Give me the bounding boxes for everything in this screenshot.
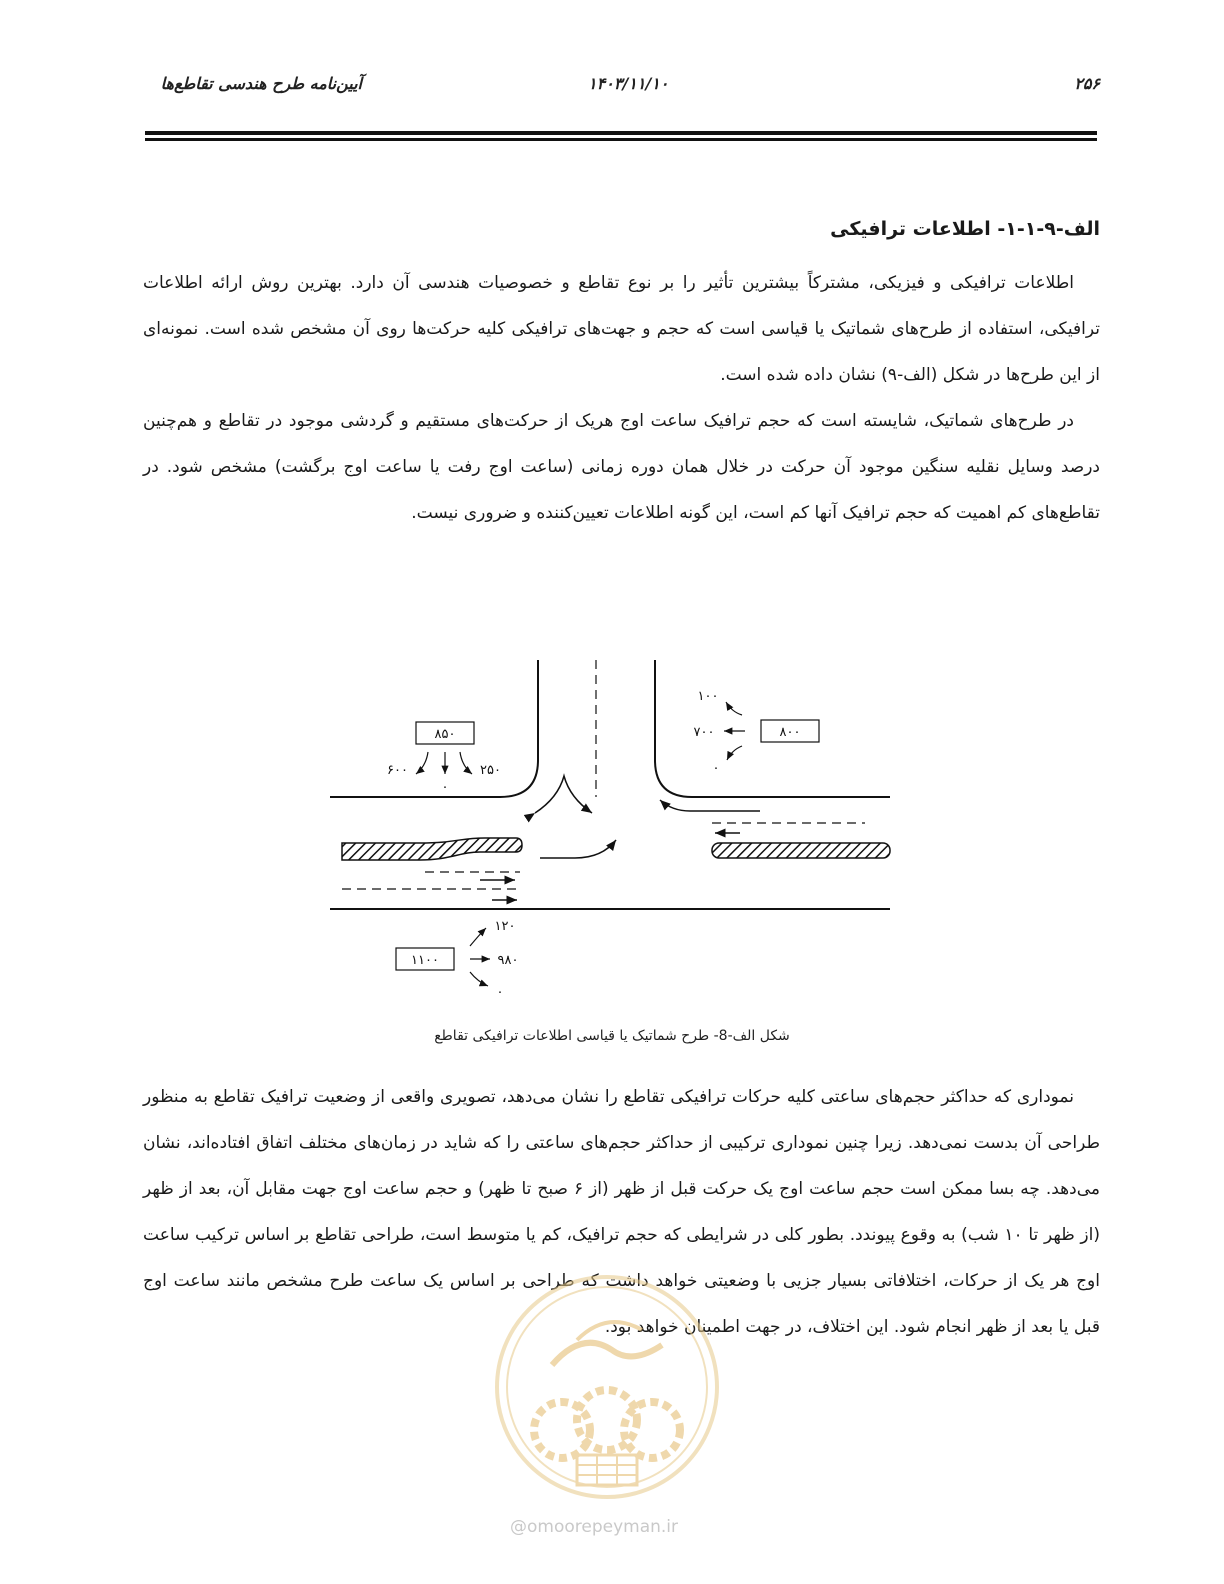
paragraph-2: در طرح‌های شماتیک، شایسته است که حجم ترافیک ساعت اوج هریک از حرکت‌های مستقیم و گردشی موجود در تقاطع و هم‌چنین درصد وسایل نقلیه سنگین موجود آن حرکت در خلال همان دوره زمانی (ساعت اوج رفت یا ساعت اوج برگشت) مشخص شود. در تقاطع‌های کم اهمیت که حجم ترافیک آنها کم است، این گونه اطلاعات تعیین‌کننده و ضروری نیست. [143,411,1100,523]
paragraph-1: اطلاعات ترافیکی و فیزیکی، مشترکاً بیشترین تأثیر را بر نوع تقاطع و خصوصیات هندسی آن دارد. بهترین روش ارائه اطلاعات ترافیکی، استفاده از طرح‌های شماتیک یا قیاسی است که حجم و جهت‌های ترافیکی کلیه حرکت‌ها روی آن مشخص شده است. نمونه‌ای از این طرح‌ها در شکل (الف-۹) نشان داده شده است. [143,273,1100,385]
east-left-turn-path [660,800,760,811]
east-right-arrow [726,702,742,715]
west-total-label: ۱۱۰۰ [411,953,439,968]
east-right-volume: ۱۰۰ [697,689,719,704]
west-left-volume: ۱۲۰ [494,919,516,934]
header-rule-thin [145,138,1097,141]
intersection-figure [320,650,900,1020]
north-left-volume: ۶۰۰ [387,763,408,778]
page-header [145,70,1100,106]
watermark-seal [482,1270,732,1505]
west-right-arrow [470,972,488,986]
paragraph-3: نموداری که حداکثر حجم‌های ساعتی کلیه حرکات ترافیکی تقاطع را نشان می‌دهد، تصویری واقعی از وضعیت ترافیک تقاطع به منظور طراحی آن بدست نمی‌دهد. زیرا چنین نموداری ترکیبی از حداکثر حجم‌های ساعتی را که شاید در زمان‌های مختلف اتفاق افتاده‌اند، نشان می‌دهد. چه بسا ممکن است حجم ساعت اوج یک حرکت قبل از ظهر (از ۶ صبح تا ظهر) و حجم ساعت اوج جهت مقابل آن، بعد از ظهر (از ظهر تا ۱۰ شب) به وقوع پیوندد. بطور کلی در شرایطی که حجم ترافیک، کم یا متوسط است، طراحی تقاطع بر اساس ترکیب ساعت اوج هر یک از حرکات، اختلافاتی بسیار جزیی با وضعیتی خواهد داشت که طراحی بر اساس یک ساعت طرح مشخص مانند ساعت اوج قبل یا بعد از ظهر انجام شود. این اختلاف، در جهت اطمینان خواهد بود. [143,1087,1100,1337]
seal-logo-icon [482,1270,732,1505]
east-through-volume: ۷۰۰ [693,725,715,740]
east-left-arrow [727,746,742,760]
west-left-arrow [470,928,486,946]
document-title: آیین‌نامه طرح هندسی تقاطع‌ها [160,74,362,93]
intersection-diagram [320,650,900,1020]
north-through-volume: ۰ [441,780,449,795]
north-total-label: ۸۵۰ [434,727,456,742]
west-median [342,838,522,860]
west-through-volume: ۹۸۰ [497,953,519,968]
east-median [712,843,890,858]
section-heading: الف-۹-۱-۱- اطلاعات ترافیکی [830,218,1100,240]
east-total-label: ۸۰۰ [779,725,801,740]
header-date: ۱۴۰۳/۱۱/۱۰ [588,74,669,93]
west-right-volume: ۰ [496,985,504,1000]
figure-caption: شکل الف-8- طرح شماتیک یا قیاسی اطلاعات ترافیکی تقاطع [434,1028,790,1044]
west-left-turn-path [540,840,616,858]
watermark-url: @omoorepeyman.ir [510,1517,679,1537]
header-rule-thick [145,131,1097,135]
north-split-arrows [535,776,592,813]
north-left-arrow [416,752,428,774]
page-number: ۲۵۶ [1074,74,1100,93]
north-right-volume: ۲۵۰ [480,763,501,778]
east-left-volume: ۰ [712,761,720,776]
north-right-arrow [460,752,472,774]
